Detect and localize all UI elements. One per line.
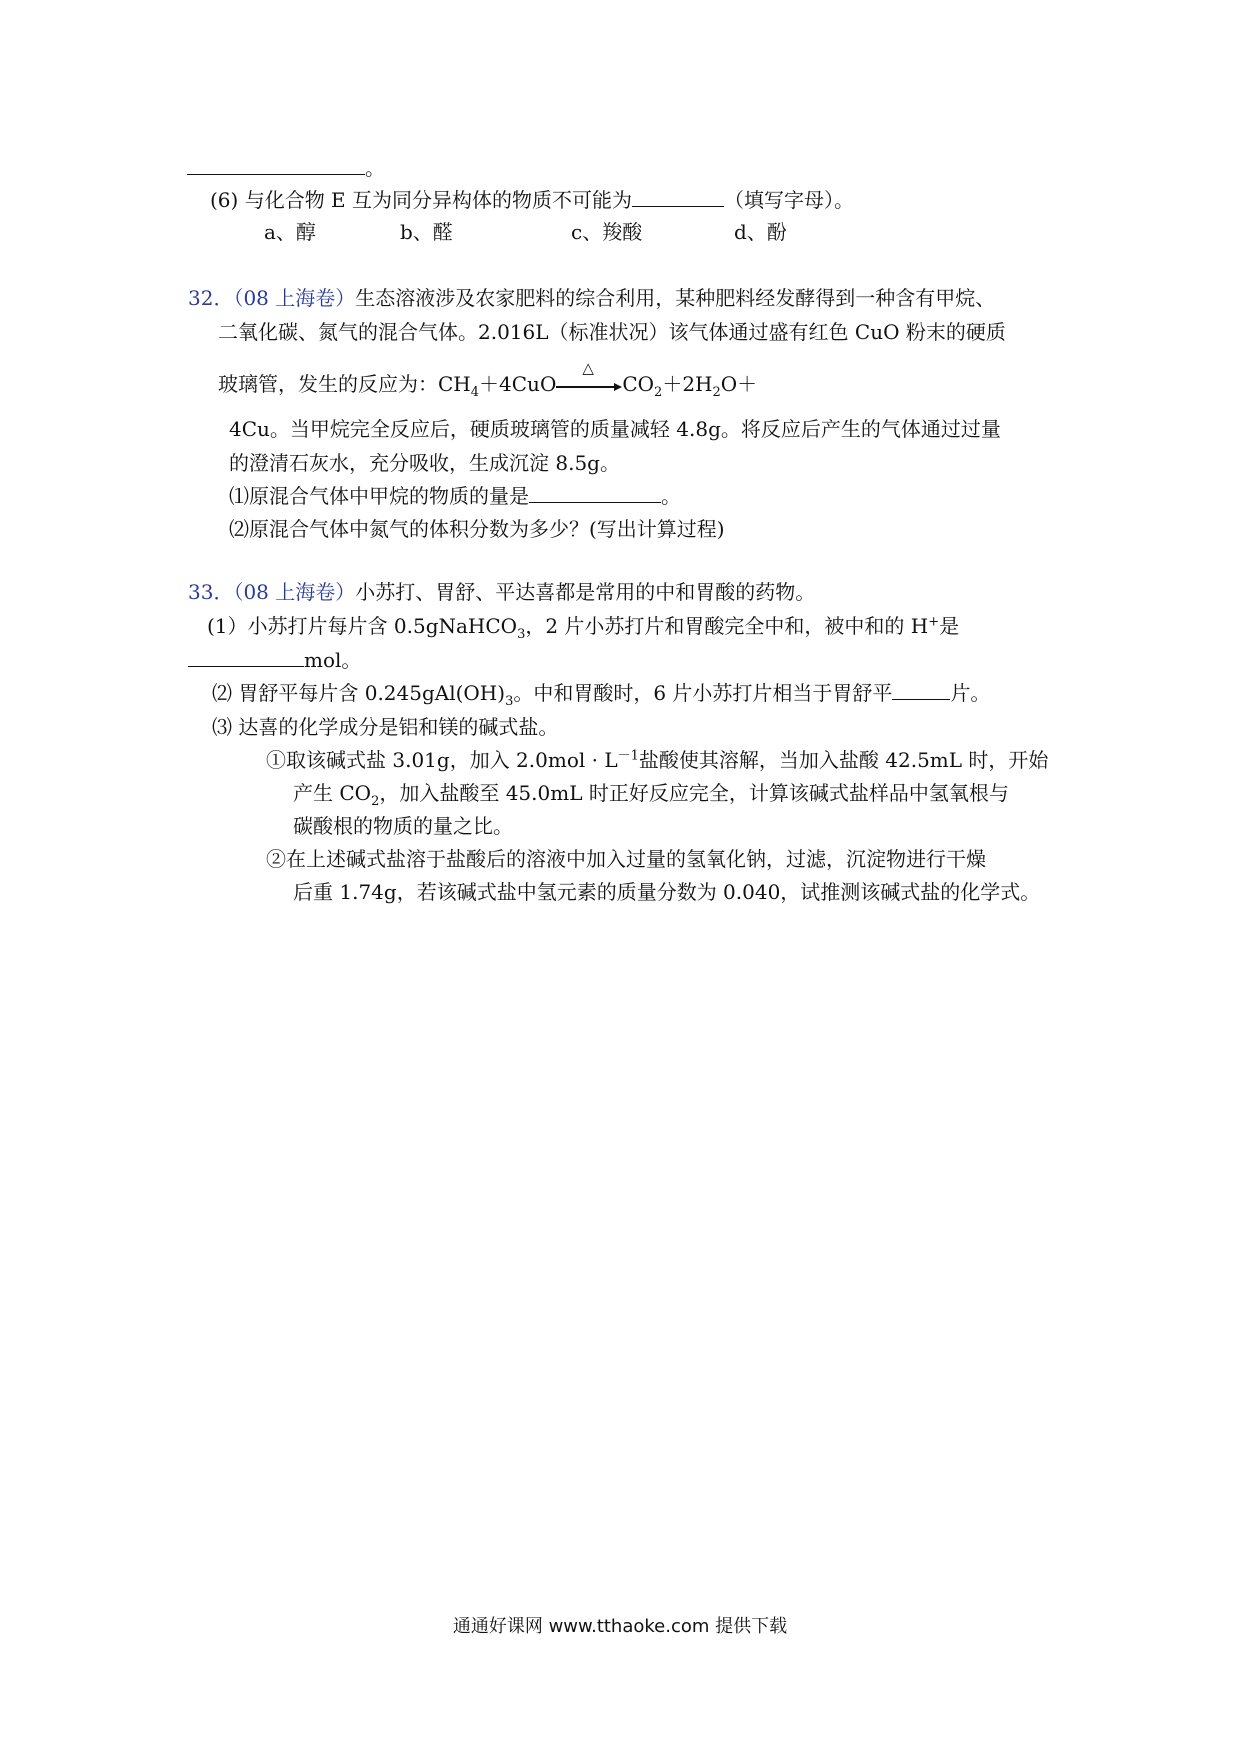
question-32-part-1: ⑴原混合气体中甲烷的物质的量是 。 bbox=[229, 484, 681, 508]
question-source: （08 上海卷） bbox=[233, 286, 356, 310]
question-33-step-1-line-1: ①取该碱式盐 3.01g，加入 $2.0mol \cdot L^{-1}$盐酸使其溶解，当加入盐酸 42.5mL 时，开始 bbox=[266, 748, 1049, 772]
answer-blank bbox=[187, 154, 365, 175]
question-33-part-1: (1）小苏打片每片含 0.5gNaHCO$_3$，2 片小苏打片和胃酸完全中和，被中和的 H+是 bbox=[207, 614, 960, 642]
answer-blank bbox=[188, 646, 304, 667]
option-d: d、酚 bbox=[734, 220, 787, 244]
heat-symbol: △ bbox=[582, 358, 594, 377]
question-33-part-2: ⑵ 胃舒平每片含 $0.245gAl(OH)_3$。中和胃酸时，6 片小苏打片相当于胃舒平 片。 bbox=[212, 681, 991, 709]
page-footer: 通通好课网 www.tthaoke.com 提供下载 bbox=[452, 1616, 788, 1637]
answer-blank bbox=[632, 186, 724, 207]
question-33-part-1-answer: mol。 bbox=[188, 646, 361, 674]
reaction-equation: 玻璃管，发生的反应为：$CH_4+4CuO$ △ $CO_2+2H_2O+$ bbox=[218, 370, 757, 398]
question-32-line-2: 二氧化碳、氮气的混合气体。2.016L（标准状况）该气体通过盛有红色 CuO 粉末的硬质 bbox=[218, 320, 1006, 344]
option-b: b、醛 bbox=[400, 220, 453, 244]
question-32-line-4: 4Cu。当甲烷完全反应后，硬质玻璃管的质量减轻 4.8g。将反应后产生的气体通过过量 bbox=[229, 417, 1001, 441]
question-33-step-2-line-2: 后重 1.74g，若该碱式盐中氢元素的质量分数为 0.040，试推测该碱式盐的化学式。 bbox=[293, 880, 1041, 904]
answer-blank bbox=[892, 679, 950, 700]
question-33-step-2-line-1: ②在上述碱式盐溶于盐酸后的溶液中加入过量的氢氧化钠，过滤，沉淀物进行干燥 bbox=[266, 847, 986, 871]
option-c: c、羧酸 bbox=[571, 220, 643, 244]
heat-arrow-icon bbox=[556, 358, 622, 396]
question-33-step-1-line-2: 产生 $CO_2$，加入盐酸至 45.0mL 时正好反应完全，计算该碱式盐样品中氢氧根与 bbox=[293, 781, 1009, 809]
answer-blank bbox=[529, 482, 661, 503]
option-a: a、醇 bbox=[264, 220, 316, 244]
question-number: 33． bbox=[188, 580, 234, 604]
question-number: 32． bbox=[188, 286, 234, 310]
question-32-part-2: ⑵原混合气体中氮气的体积分数为多少？(写出计算过程) bbox=[229, 517, 725, 541]
question-31-part-6: (6) 与化合物 E 互为同分异构体的物质不可能为 （填写字母）。 bbox=[210, 188, 855, 212]
question-32-line-1: 32．（08 上海卷）生态溶液涉及农家肥料的综合利用，某种肥料经发酵得到一种含有甲烷、 bbox=[188, 286, 996, 310]
question-33-step-1-line-3: 碳酸根的物质的量之比。 bbox=[293, 814, 513, 838]
question-32-line-5: 的澄清石灰水，充分吸收，生成沉淀 8.5g。 bbox=[229, 451, 620, 475]
question-33-line-1: 33．（08 上海卷）小苏打、胃舒、平达喜都是常用的中和胃酸的药物。 bbox=[188, 580, 816, 604]
question-33-part-3: ⑶ 达喜的化学成分是铝和镁的碱式盐。 bbox=[212, 715, 559, 739]
question-source: （08 上海卷） bbox=[233, 580, 356, 604]
answer-line: 。 bbox=[187, 154, 385, 182]
